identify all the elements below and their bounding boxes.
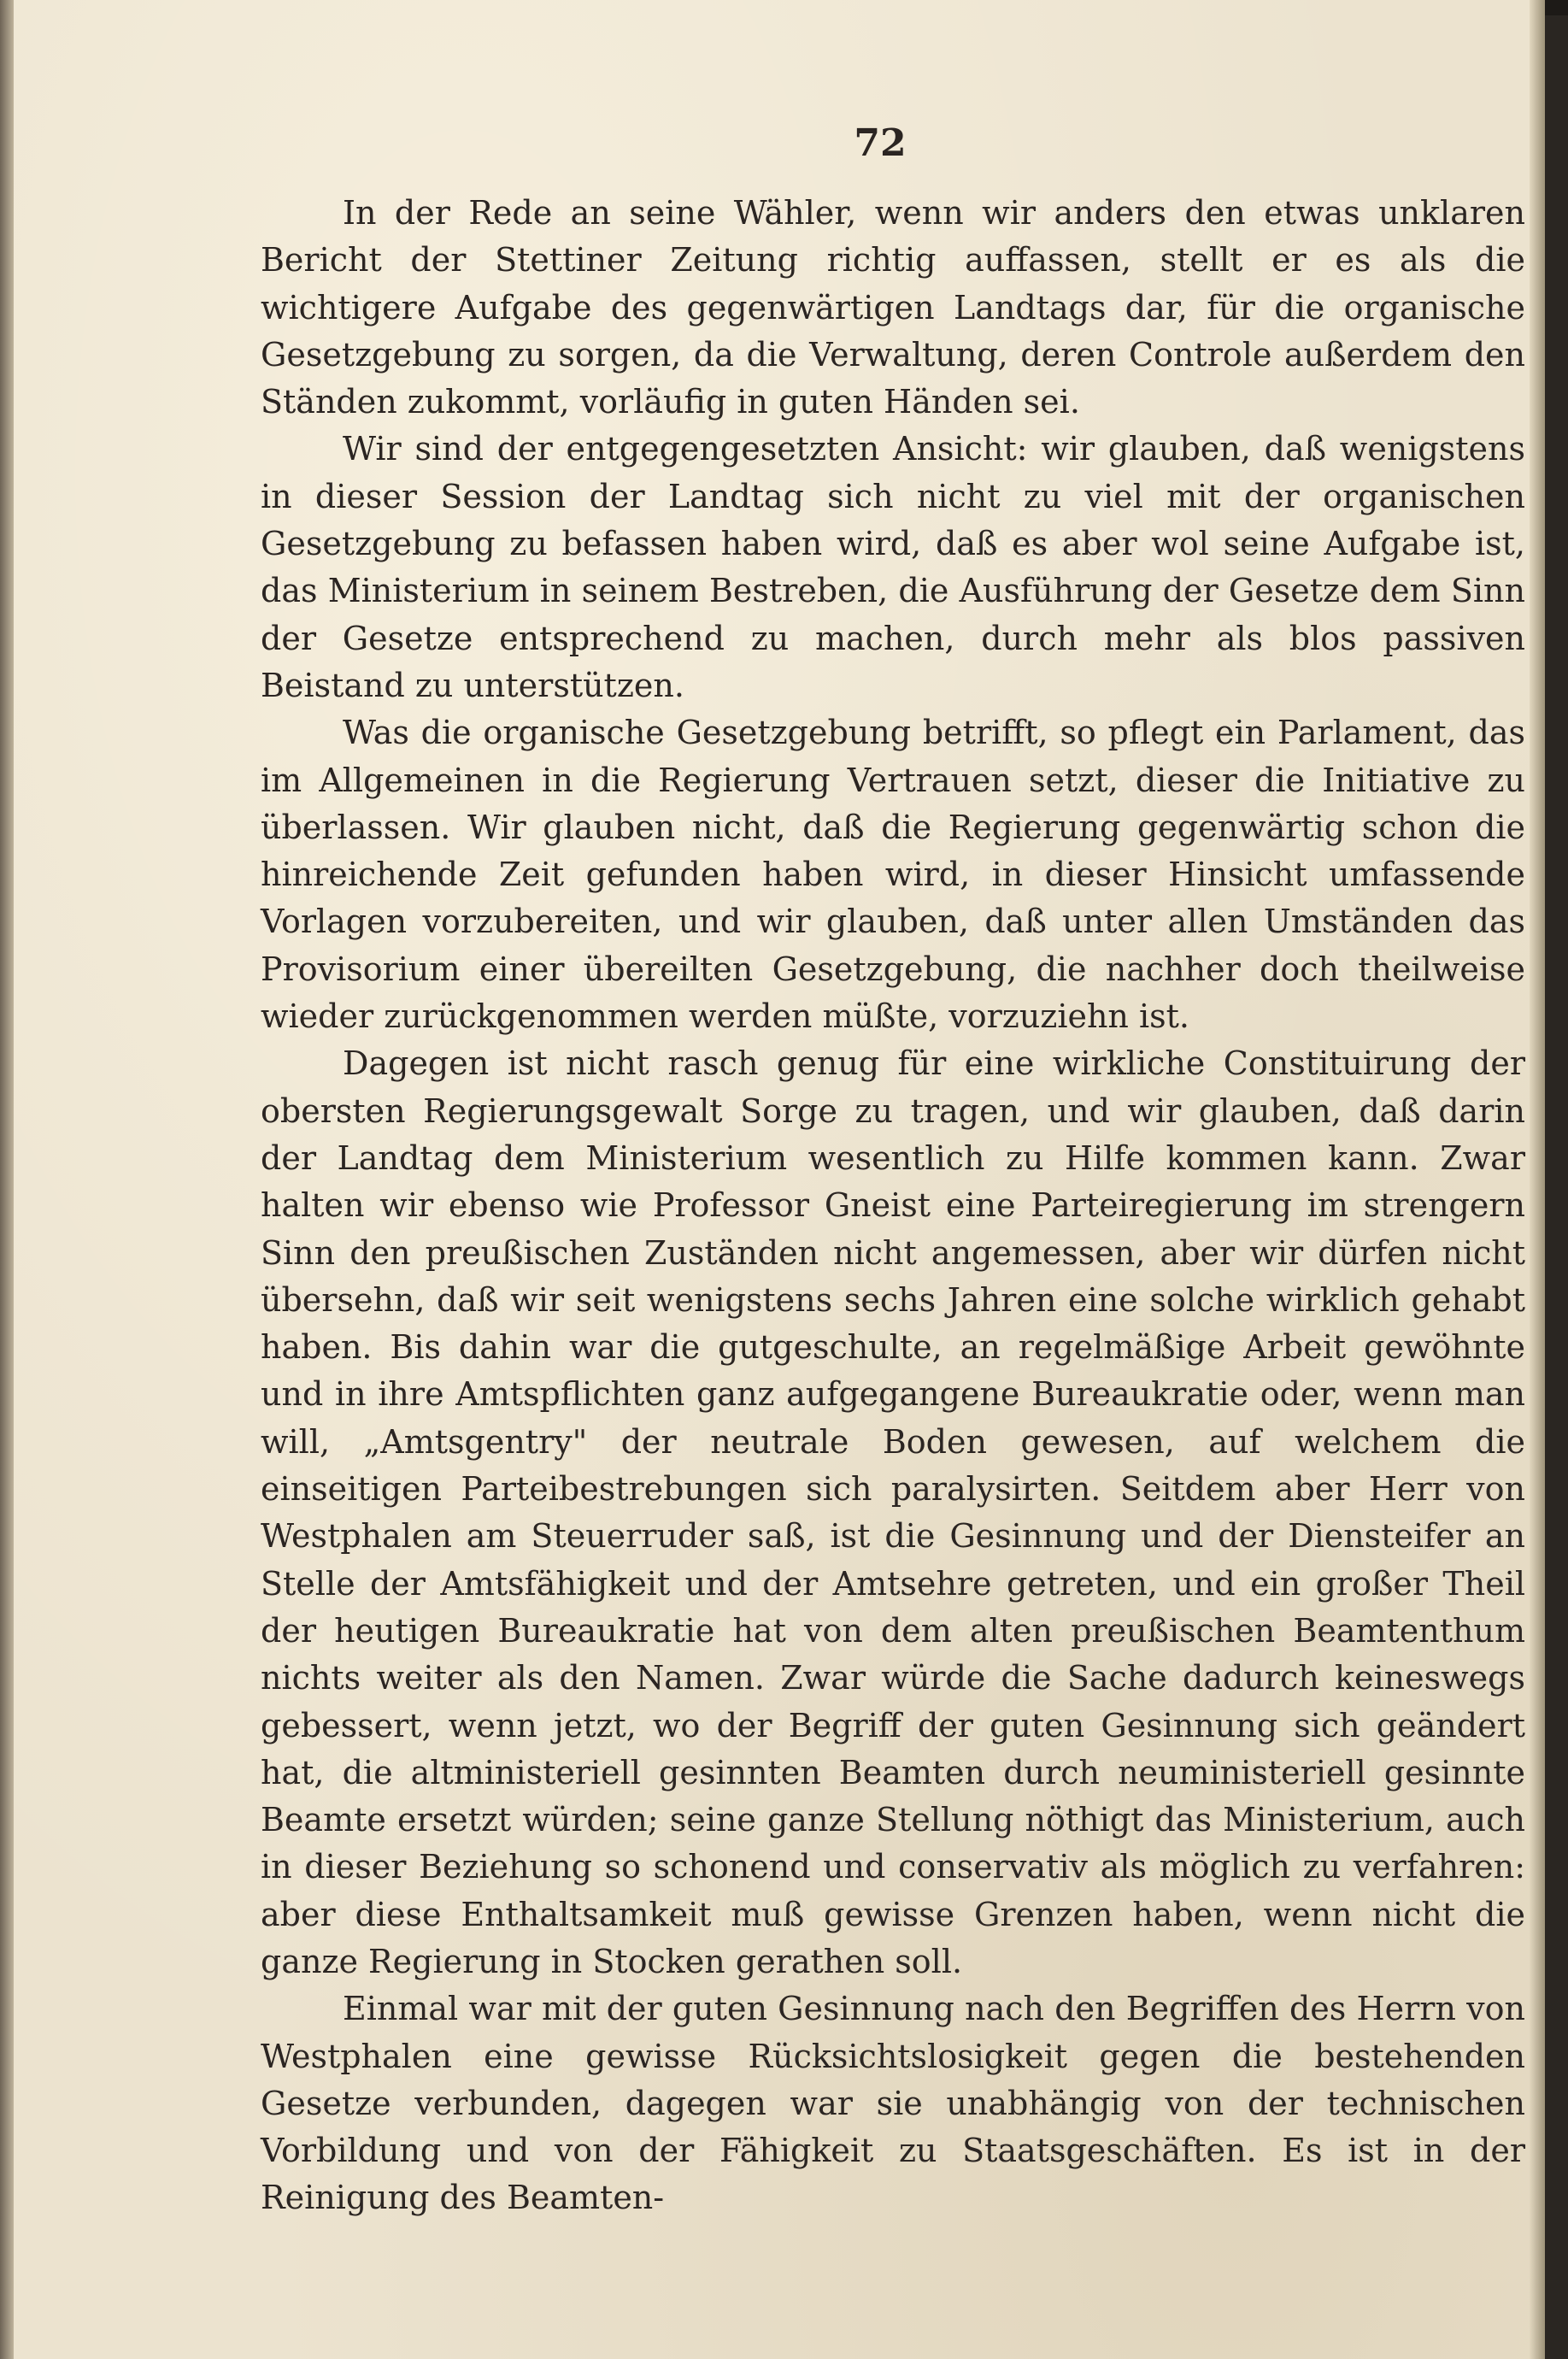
paragraph-1: In der Rede an seine Wähler, wenn wir anders den etwas unklaren Bericht der Stettiner Zeitung richtig auffassen, stellt er es als die wichtigere Aufgabe des gegenwärtigen Landtags dar, für die organische Gesetzgebung zu sorgen, da die Verwaltung, deren Controle außerdem den Ständen zukommt, vorläufig in guten Händen sei. xyxy=(261,194,1525,421)
paragraph-3: Was die organische Gesetzgebung betrifft, so pflegt ein Parlament, das im Allgemeinen in die Regierung Vertrauen setzt, dieser die Initiative zu überlassen. Wir glauben nicht, daß die Regierung gegenwärtig schon die hinreichende Zeit gefunden haben wird, in dieser Hinsicht umfassende Vorlagen vorzubereiten, und wir glauben, daß unter allen Umständen das Provisorium einer übereilten Gesetzgebung, die nachher doch theilweise wieder zurückgenommen werden müßte, vorzuziehn ist. xyxy=(261,714,1525,1036)
book-spine-shadow xyxy=(0,0,14,2359)
paragraph-2: Wir sind der entgegengesetzten Ansicht: wir glauben, daß wenigstens in dieser Session der Landtag sich nicht zu viel mit der organischen Gesetzgebung zu befassen haben wird, daß es aber wol seine Aufgabe ist, das Ministerium in seinem Bestreben, die Ausführung der Gesetze dem Sinn der Gesetze entsprechend zu machen, durch mehr als blos passiven Beistand zu unterstützen. xyxy=(261,430,1525,704)
paragraph-4: Dagegen ist nicht rasch genug für eine wirkliche Constituirung der obersten Regierungsgewalt Sorge zu tragen, und wir glauben, daß darin der Landtag dem Ministerium wesentlich zu Hilfe kommen kann. Zwar halten wir ebenso wie Professor Gneist eine Parteiregierung im strengern Sinn den preußischen Zuständen nicht angemessen, aber wir dürfen nicht übersehn, daß wir seit wenigstens sechs Jahren eine solche wirklich gehabt haben. Bis dahin war die gutgeschulte, an regelmäßige Arbeit gewöhnte und in ihre Amtspflichten ganz aufgegangene Bureaukratie oder, wenn man will, „Amtsgentry" der neutrale Boden gewesen, auf welchem die einseitigen Parteibestrebungen sich paralysirten. Seitdem aber Herr von Westphalen am Steuerruder saß, ist die Gesinnung und der Diensteifer an Stelle der Amtsfähigkeit und der Amtsehre getreten, und ein großer Theil der heutigen Bureaukratie hat von dem alten preußischen Beamtenthum nichts weiter als den Namen. Zwar würde die Sache dadurch keineswegs gebessert, wenn jetzt, wo der Begriff der guten Gesinnung sich geändert hat, die altministeriell gesinnten Beamten durch neuministeriell gesinnte Beamte ersetzt würden; seine ganze Stellung nöthigt das Ministerium, auch in dieser Beziehung so schonend und conservativ als möglich zu verfahren: aber diese Enthaltsamkeit muß gewisse Grenzen haben, wenn nicht die ganze Regierung in Stocken gerathen soll. xyxy=(261,1044,1525,1980)
paragraph-5: Einmal war mit der guten Gesinnung nach den Begriffen des Herrn von Westphalen eine gewisse Rücksichtslosigkeit gegen die bestehenden Gesetze verbunden, dagegen war sie unabhängig von der technischen Vorbildung und von der Fähigkeit zu Staatsgeschäften. Es ist in der Reinigung des Beamten- xyxy=(261,1990,1525,2217)
page-number: 72 xyxy=(854,121,907,165)
page-edge xyxy=(1530,0,1545,2359)
body-text xyxy=(261,190,1525,2222)
